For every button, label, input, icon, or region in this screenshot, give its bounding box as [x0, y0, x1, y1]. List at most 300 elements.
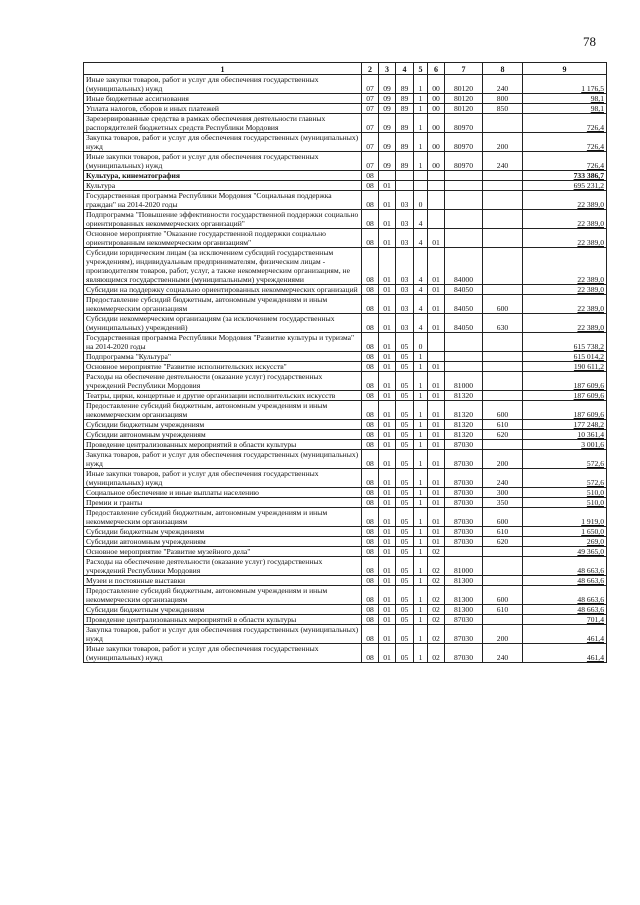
row-amount: 48 663,6	[523, 576, 607, 586]
row-direction: 87030	[445, 615, 483, 625]
row-subprogram: 1	[414, 401, 428, 420]
row-name: Иные закупки товаров, работ и услуг для обеспечения государственных (муниципальных) нужд	[84, 644, 362, 663]
row-expense-type: 800	[483, 94, 523, 104]
table-row	[84, 104, 607, 114]
row-name: Субсидии юридическим лицам (за исключением субсидий государственным учреждениям), индивидуальным предпринимателям, физическим лицам - производителям товаров, работ, услуг, а также некоммерческим организациям, не являющимся государственными (муниципальными) учреждениями	[84, 248, 362, 285]
row-section: 07	[362, 152, 379, 171]
row-name: Предоставление субсидий бюджетным, автономным учреждениям и иным некоммерческим организациям	[84, 586, 362, 605]
row-measure: 01	[428, 401, 445, 420]
row-subprogram: 1	[414, 133, 428, 152]
row-direction	[445, 362, 483, 372]
budget-table	[83, 62, 607, 663]
row-direction: 87030	[445, 508, 483, 527]
row-section: 08	[362, 625, 379, 644]
row-name: Уплата налогов, сборов и иных платежей	[84, 104, 362, 114]
row-amount: 187 609,6	[523, 372, 607, 391]
row-name: Социальное обеспечение и иные выплаты населению	[84, 488, 362, 498]
row-name: Расходы на обеспечение деятельности (оказание услуг) государственных учреждений Республики Мордовия	[84, 372, 362, 391]
col-header-3: 3	[379, 63, 396, 75]
col-header-5: 5	[414, 63, 428, 75]
row-name: Закупка товаров, работ и услуг для обеспечения государственных (муниципальных) нужд	[84, 133, 362, 152]
row-subprogram: 1	[414, 547, 428, 557]
row-direction: 80970	[445, 152, 483, 171]
table-row	[84, 210, 607, 229]
row-expense-type	[483, 440, 523, 450]
row-subsection: 09	[379, 75, 396, 94]
row-expense-type	[483, 191, 523, 210]
table-row	[84, 644, 607, 663]
row-name: Расходы на обеспечение деятельности (оказание услуг) государственных учреждений Республики Мордовия	[84, 557, 362, 576]
row-subprogram: 4	[414, 229, 428, 248]
row-name: Премии и гранты	[84, 498, 362, 508]
row-section: 07	[362, 75, 379, 94]
row-subsection: 01	[379, 488, 396, 498]
row-direction	[445, 352, 483, 362]
row-amount: 733 386,7	[523, 171, 607, 181]
row-direction	[445, 333, 483, 352]
row-section: 08	[362, 508, 379, 527]
row-expense-type	[483, 557, 523, 576]
row-direction	[445, 210, 483, 229]
row-amount: 510,0	[523, 488, 607, 498]
row-program: 05	[396, 488, 414, 498]
row-subsection: 01	[379, 295, 396, 314]
row-section: 08	[362, 547, 379, 557]
row-section: 08	[362, 210, 379, 229]
col-header-2: 2	[362, 63, 379, 75]
row-subprogram: 4	[414, 314, 428, 333]
row-direction: 81320	[445, 420, 483, 430]
row-amount: 22 389,0	[523, 285, 607, 295]
row-amount: 187 609,6	[523, 391, 607, 401]
row-direction: 81320	[445, 391, 483, 401]
row-subsection: 09	[379, 133, 396, 152]
table-row	[84, 133, 607, 152]
row-amount: 10 361,4	[523, 430, 607, 440]
table-row	[84, 557, 607, 576]
row-section: 08	[362, 576, 379, 586]
row-expense-type: 610	[483, 605, 523, 615]
table-row	[84, 401, 607, 420]
row-direction: 87030	[445, 527, 483, 537]
row-subsection: 01	[379, 181, 396, 191]
row-subprogram: 1	[414, 625, 428, 644]
row-measure: 00	[428, 114, 445, 133]
row-subsection: 09	[379, 152, 396, 171]
row-subprogram: 1	[414, 352, 428, 362]
row-section: 08	[362, 537, 379, 547]
table-row	[84, 450, 607, 469]
row-subsection: 01	[379, 362, 396, 372]
row-subsection: 01	[379, 644, 396, 663]
row-program: 03	[396, 210, 414, 229]
row-program	[396, 171, 414, 181]
row-name: Театры, цирки, концертные и другие организации исполнительских искусств	[84, 391, 362, 401]
row-name: Субсидии автономным учреждениям	[84, 537, 362, 547]
row-program: 05	[396, 450, 414, 469]
row-amount: 22 389,0	[523, 210, 607, 229]
row-measure: 00	[428, 152, 445, 171]
row-direction: 84000	[445, 248, 483, 285]
row-subprogram	[414, 171, 428, 181]
row-subprogram: 1	[414, 488, 428, 498]
row-section: 08	[362, 527, 379, 537]
row-program: 05	[396, 644, 414, 663]
row-name: Государственная программа Республики Мордовия "Социальная поддержка граждан" на 2014-2020 годы	[84, 191, 362, 210]
row-name: Подпрограмма "Повышение эффективности государственной поддержки социально ориентированных некоммерческих организаций"	[84, 210, 362, 229]
row-subsection: 01	[379, 372, 396, 391]
row-amount: 177 248,2	[523, 420, 607, 430]
row-program: 05	[396, 391, 414, 401]
row-direction	[445, 171, 483, 181]
row-subprogram: 1	[414, 440, 428, 450]
row-section: 08	[362, 605, 379, 615]
row-section: 08	[362, 469, 379, 488]
row-direction: 81300	[445, 605, 483, 615]
row-amount: 461,4	[523, 644, 607, 663]
row-expense-type: 200	[483, 450, 523, 469]
row-subprogram: 0	[414, 333, 428, 352]
row-expense-type: 850	[483, 104, 523, 114]
row-amount: 572,6	[523, 450, 607, 469]
table-row	[84, 508, 607, 527]
row-amount: 726,4	[523, 114, 607, 133]
row-expense-type: 610	[483, 420, 523, 430]
table-row	[84, 605, 607, 615]
row-subprogram: 1	[414, 430, 428, 440]
row-direction: 87030	[445, 498, 483, 508]
row-measure	[428, 210, 445, 229]
row-subprogram: 1	[414, 450, 428, 469]
row-name: Культура, кинематография	[84, 171, 362, 181]
table-row	[84, 94, 607, 104]
row-measure: 01	[428, 430, 445, 440]
row-expense-type: 300	[483, 488, 523, 498]
row-direction: 84050	[445, 295, 483, 314]
row-measure: 01	[428, 362, 445, 372]
table-row	[84, 615, 607, 625]
row-program: 89	[396, 75, 414, 94]
row-direction: 80970	[445, 133, 483, 152]
col-header-8: 8	[483, 63, 523, 75]
row-direction: 87030	[445, 625, 483, 644]
row-program: 05	[396, 469, 414, 488]
row-subsection: 01	[379, 537, 396, 547]
row-program: 05	[396, 420, 414, 430]
row-program	[396, 181, 414, 191]
col-header-9: 9	[523, 63, 607, 75]
row-subprogram	[414, 181, 428, 191]
table-row	[84, 586, 607, 605]
row-amount: 98,1	[523, 94, 607, 104]
row-subprogram: 1	[414, 498, 428, 508]
row-subprogram: 1	[414, 152, 428, 171]
row-direction: 81320	[445, 430, 483, 440]
row-amount: 98,1	[523, 104, 607, 114]
row-subprogram: 4	[414, 285, 428, 295]
table-row	[84, 488, 607, 498]
row-section: 08	[362, 498, 379, 508]
row-program: 89	[396, 104, 414, 114]
row-measure	[428, 171, 445, 181]
row-subprogram: 1	[414, 557, 428, 576]
table-row	[84, 229, 607, 248]
row-section: 08	[362, 285, 379, 295]
row-program: 03	[396, 248, 414, 285]
row-name: Основное мероприятие "Развитие исполнительских искусств"	[84, 362, 362, 372]
row-subsection: 01	[379, 191, 396, 210]
row-section: 08	[362, 488, 379, 498]
row-measure: 02	[428, 547, 445, 557]
row-amount: 3 001,6	[523, 440, 607, 450]
table-row	[84, 420, 607, 430]
row-expense-type: 600	[483, 295, 523, 314]
row-amount: 22 389,0	[523, 314, 607, 333]
row-expense-type	[483, 352, 523, 362]
row-subprogram: 0	[414, 191, 428, 210]
row-measure: 00	[428, 104, 445, 114]
row-measure: 01	[428, 508, 445, 527]
row-program: 03	[396, 229, 414, 248]
table-row	[84, 314, 607, 333]
row-subprogram: 1	[414, 420, 428, 430]
row-amount: 1 919,0	[523, 508, 607, 527]
row-section: 08	[362, 352, 379, 362]
row-section: 08	[362, 248, 379, 285]
row-direction: 84050	[445, 314, 483, 333]
row-direction: 87030	[445, 450, 483, 469]
row-direction: 80120	[445, 75, 483, 94]
row-section: 08	[362, 391, 379, 401]
row-subsection: 01	[379, 469, 396, 488]
row-measure: 02	[428, 644, 445, 663]
row-program: 05	[396, 508, 414, 527]
row-direction: 81300	[445, 576, 483, 586]
row-subsection: 01	[379, 547, 396, 557]
row-measure: 00	[428, 75, 445, 94]
row-amount: 510,0	[523, 498, 607, 508]
row-section: 08	[362, 615, 379, 625]
row-subprogram: 1	[414, 469, 428, 488]
row-program: 05	[396, 527, 414, 537]
table-header-row	[84, 63, 607, 75]
row-amount: 22 389,0	[523, 295, 607, 314]
row-measure: 01	[428, 420, 445, 430]
row-direction: 87030	[445, 537, 483, 547]
row-subsection: 01	[379, 229, 396, 248]
row-measure: 01	[428, 450, 445, 469]
row-expense-type: 600	[483, 401, 523, 420]
row-name: Иные закупки товаров, работ и услуг для обеспечения государственных (муниципальных) нужд	[84, 152, 362, 171]
col-header-4: 4	[396, 63, 414, 75]
row-subprogram: 1	[414, 104, 428, 114]
table-row	[84, 362, 607, 372]
row-direction: 80120	[445, 94, 483, 104]
row-direction: 81000	[445, 372, 483, 391]
row-subsection: 01	[379, 557, 396, 576]
row-expense-type: 350	[483, 498, 523, 508]
row-expense-type: 620	[483, 537, 523, 547]
col-header-1: 1	[84, 63, 362, 75]
row-direction: 80970	[445, 114, 483, 133]
table-row	[84, 372, 607, 391]
table-row	[84, 152, 607, 171]
row-name: Музеи и постоянные выставки	[84, 576, 362, 586]
row-subsection: 01	[379, 333, 396, 352]
row-program: 05	[396, 586, 414, 605]
row-subsection: 09	[379, 114, 396, 133]
table-row	[84, 469, 607, 488]
row-name: Субсидии бюджетным учреждениям	[84, 527, 362, 537]
row-program: 03	[396, 314, 414, 333]
row-subsection: 01	[379, 508, 396, 527]
row-amount: 48 663,6	[523, 605, 607, 615]
row-subprogram: 1	[414, 615, 428, 625]
row-amount: 461,4	[523, 625, 607, 644]
row-direction: 84050	[445, 285, 483, 295]
row-subsection: 01	[379, 625, 396, 644]
row-expense-type: 600	[483, 586, 523, 605]
row-subprogram: 4	[414, 248, 428, 285]
row-section: 08	[362, 450, 379, 469]
row-measure	[428, 191, 445, 210]
table-row	[84, 547, 607, 557]
row-subsection: 01	[379, 314, 396, 333]
row-measure: 01	[428, 488, 445, 498]
row-amount: 269,0	[523, 537, 607, 547]
row-subsection: 01	[379, 210, 396, 229]
row-expense-type	[483, 181, 523, 191]
row-subprogram: 1	[414, 75, 428, 94]
row-measure: 01	[428, 469, 445, 488]
row-measure: 01	[428, 498, 445, 508]
row-section: 07	[362, 133, 379, 152]
row-expense-type: 630	[483, 314, 523, 333]
row-amount: 190 611,2	[523, 362, 607, 372]
row-subsection: 01	[379, 285, 396, 295]
row-expense-type: 610	[483, 527, 523, 537]
table-row	[84, 333, 607, 352]
row-subprogram: 1	[414, 94, 428, 104]
row-section: 08	[362, 314, 379, 333]
row-direction: 81000	[445, 557, 483, 576]
row-measure: 01	[428, 537, 445, 547]
row-direction: 87030	[445, 488, 483, 498]
row-direction	[445, 181, 483, 191]
row-subprogram: 1	[414, 644, 428, 663]
row-name: Предоставление субсидий бюджетным, автономным учреждениям и иным некоммерческим организациям	[84, 401, 362, 420]
table-row	[84, 285, 607, 295]
table-row	[84, 295, 607, 314]
row-expense-type	[483, 248, 523, 285]
row-direction	[445, 229, 483, 248]
row-program: 89	[396, 133, 414, 152]
row-subprogram: 1	[414, 362, 428, 372]
row-name: Субсидии автономным учреждениям	[84, 430, 362, 440]
table-row	[84, 75, 607, 94]
row-subsection: 09	[379, 104, 396, 114]
row-subsection: 01	[379, 352, 396, 362]
table-row	[84, 181, 607, 191]
row-subsection: 01	[379, 391, 396, 401]
row-expense-type	[483, 372, 523, 391]
row-name: Иные бюджетные ассигнования	[84, 94, 362, 104]
row-amount: 22 389,0	[523, 191, 607, 210]
page-number: 78	[583, 34, 596, 49]
row-amount: 49 365,0	[523, 547, 607, 557]
row-name: Культура	[84, 181, 362, 191]
row-program: 05	[396, 333, 414, 352]
row-amount: 701,4	[523, 615, 607, 625]
row-direction	[445, 547, 483, 557]
row-measure: 01	[428, 372, 445, 391]
row-expense-type	[483, 171, 523, 181]
table-row	[84, 352, 607, 362]
row-subsection: 01	[379, 527, 396, 537]
row-measure: 01	[428, 248, 445, 285]
row-measure	[428, 333, 445, 352]
row-measure: 00	[428, 133, 445, 152]
row-subsection: 01	[379, 248, 396, 285]
row-direction: 80120	[445, 104, 483, 114]
row-subsection: 01	[379, 401, 396, 420]
row-expense-type	[483, 547, 523, 557]
row-section: 08	[362, 644, 379, 663]
row-name: Зарезервированные средства в рамках обеспечения деятельности главных распорядителей бюджетных средств Республики Мордовия	[84, 114, 362, 133]
table-body	[84, 75, 607, 663]
row-subsection: 01	[379, 498, 396, 508]
row-amount: 1 176,5	[523, 75, 607, 94]
row-program: 05	[396, 352, 414, 362]
row-direction: 87030	[445, 644, 483, 663]
row-expense-type: 240	[483, 152, 523, 171]
row-section: 08	[362, 362, 379, 372]
row-measure: 01	[428, 295, 445, 314]
row-program: 05	[396, 605, 414, 615]
row-measure: 01	[428, 391, 445, 401]
row-name: Иные закупки товаров, работ и услуг для обеспечения государственных (муниципальных) нужд	[84, 469, 362, 488]
row-expense-type: 240	[483, 644, 523, 663]
row-expense-type	[483, 391, 523, 401]
row-subprogram: 4	[414, 210, 428, 229]
row-expense-type: 200	[483, 133, 523, 152]
row-name: Субсидии бюджетным учреждениям	[84, 420, 362, 430]
row-expense-type	[483, 362, 523, 372]
row-program: 03	[396, 295, 414, 314]
row-subsection: 01	[379, 420, 396, 430]
table-row	[84, 576, 607, 586]
row-name: Проведение централизованных мероприятий в области культуры	[84, 615, 362, 625]
row-expense-type	[483, 285, 523, 295]
row-program: 89	[396, 152, 414, 171]
row-section: 08	[362, 430, 379, 440]
row-name: Государственная программа Республики Мордовия "Развитие культуры и туризма" на 2014-2020 годы	[84, 333, 362, 352]
row-measure: 02	[428, 586, 445, 605]
row-subprogram: 1	[414, 114, 428, 133]
row-amount: 22 389,0	[523, 229, 607, 248]
row-direction: 81320	[445, 401, 483, 420]
row-subprogram: 1	[414, 508, 428, 527]
row-expense-type: 200	[483, 625, 523, 644]
row-measure: 00	[428, 94, 445, 104]
row-measure	[428, 181, 445, 191]
row-subprogram: 4	[414, 295, 428, 314]
row-section: 08	[362, 191, 379, 210]
table-row	[84, 430, 607, 440]
row-expense-type	[483, 615, 523, 625]
row-section: 08	[362, 372, 379, 391]
row-subsection: 01	[379, 450, 396, 469]
